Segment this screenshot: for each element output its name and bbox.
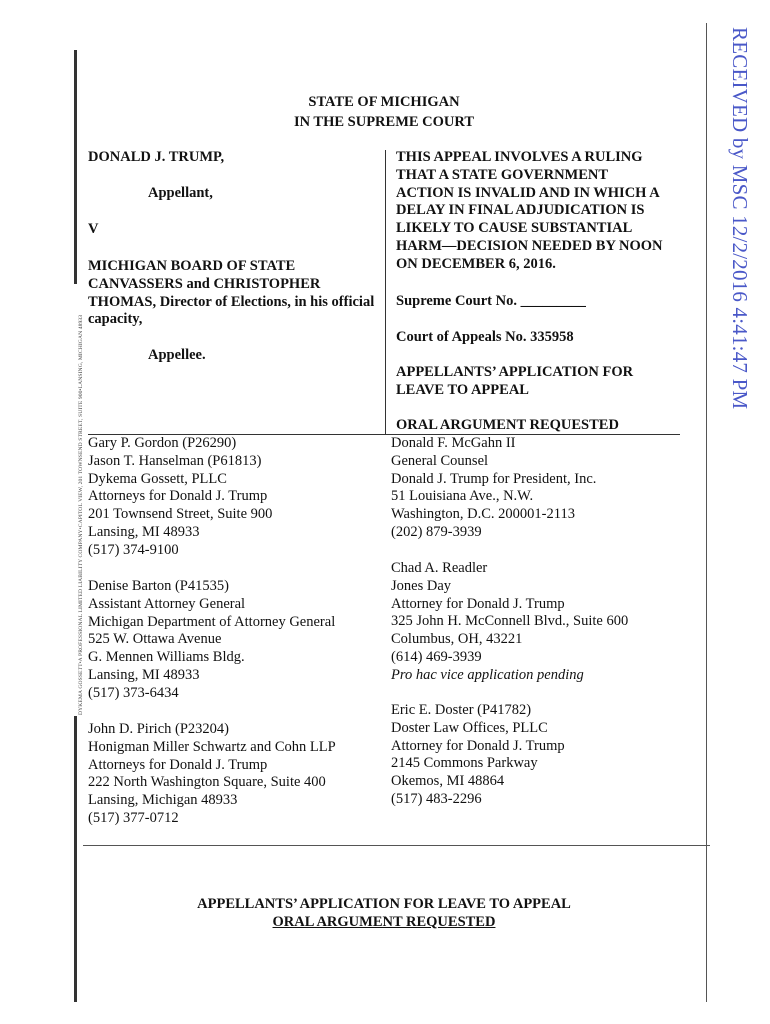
counsel-line: Eric E. Doster (P41782) [391,702,532,718]
court-of-appeals-number: Court of Appeals No. 335958 [396,329,574,345]
pro-hac-vice-note: Pro hac vice application pending [391,666,584,683]
counsel-line: G. Mennen Williams Bldg. [88,649,245,666]
counsel-line: Jason T. Hanselman (P61813) [88,452,262,469]
counsel-line: 222 North Washington Square, Suite 400 [88,774,326,791]
versus: V [88,221,99,237]
notice-line: THIS APPEAL INVOLVES A RULING [396,149,643,165]
counsel-line: 325 John H. McConnell Blvd., Suite 600 [391,613,629,630]
counsel-line: Columbus, OH, 43221 [391,631,523,648]
counsel-line: Michigan Department of Attorney General [88,613,336,630]
counsel-line: Lansing, MI 48933 [88,523,200,540]
right-margin-rule [706,23,707,1002]
counsel-line: Doster Law Offices, PLLC [391,719,548,736]
counsel-line: John D. Pirich (P23204) [88,721,229,737]
counsel-line: Donald F. McGahn II [391,435,516,451]
counsel-line: Dykema Gossett, PLLC [88,470,227,487]
counsel-line: (202) 879-3939 [391,523,482,540]
counsel-line: Okemos, MI 48864 [391,773,505,790]
counsel-line: 2145 Commons Parkway [391,755,538,772]
appellee-line: CANVASSERS and CHRISTOPHER [88,275,321,292]
appellee-label: Appellee. [148,347,206,363]
notice-line: ACTION IS INVALID AND IN WHICH A [396,184,660,201]
notice-line: THAT A STATE GOVERNMENT [396,166,609,183]
notice-line: LIKELY TO CAUSE SUBSTANTIAL [396,220,633,237]
counsel-line: (614) 469-3939 [391,648,482,665]
appellee-line: MICHIGAN BOARD OF STATE [88,258,296,274]
counsel-line: Honigman Miller Schwartz and Cohn LLP [88,738,336,755]
counsel-block-doster [391,702,565,809]
counsel-line: Attorneys for Donald J. Trump [88,488,268,505]
notice-line: DELAY IN FINAL ADJUDICATION IS [396,202,645,219]
document-title [134,896,634,932]
counsel-line: Jones Day [391,577,452,594]
counsel-line: 525 W. Ottawa Avenue [88,631,222,648]
counsel-line: 201 Townsend Street, Suite 900 [88,506,273,523]
counsel-block-gordon [88,435,272,560]
document-subtitle [134,914,634,932]
oral-argument-underlined: ORAL ARGUMENT REQUESTED [272,913,496,930]
left-margin-bar-top [74,50,77,284]
appellee-line: THOMAS, Director of Elections, in his official [88,293,375,310]
counsel-line: General Counsel [391,452,489,469]
counsel-line: Chad A. Readler [391,560,488,576]
state-title: STATE OF MICHIGAN [308,94,460,110]
counsel-line: 51 Louisiana Ave., N.W. [391,488,534,505]
counsel-line: Denise Barton (P41535) [88,578,229,594]
counsel-line: (517) 373-6434 [88,684,179,701]
caption-divider [385,150,386,435]
counsel-line: Assistant Attorney General [88,595,246,612]
application-line: LEAVE TO APPEAL [396,381,529,398]
counsel-line: Attorneys for Donald J. Trump [88,756,268,773]
counsel-line: Lansing, Michigan 48933 [88,792,238,809]
counsel-line: (517) 483-2296 [391,790,482,807]
document-title-line: APPELLANTS’ APPLICATION FOR LEAVE TO APPEAL [197,896,571,912]
appellant-name: DONALD J. TRUMP, [88,149,225,165]
appellant-label: Appellant, [148,185,213,201]
left-margin-bar-bottom [74,716,77,1002]
court-header [234,92,534,132]
counsel-line: (517) 374-9100 [88,541,179,558]
counsel-block-barton [88,578,335,703]
application-line: APPELLANTS’ APPLICATION FOR [396,364,634,380]
notice-line: ON DECEMBER 6, 2016. [396,255,556,272]
counsel-line: Attorney for Donald J. Trump [391,595,565,612]
counsel-bottom-rule [83,845,710,846]
counsel-line: Washington, D.C. 200001-2113 [391,506,575,523]
appellee-name [88,258,374,329]
firm-sidebar-text: DYKEMA GOSSETT•A PROFESSIONAL LIMITED LIABILITY COMPANY•CAPITOL VIEW, 201 TOWNSEND STREET, SUITE 900•LANSING, MICHIGAN 48933 [78,314,84,715]
counsel-line: Attorney for Donald J. Trump [391,737,565,754]
counsel-block-pirich [88,721,336,828]
court-title: IN THE SUPREME COURT [293,114,475,130]
application-title [396,364,633,400]
oral-argument-requested: ORAL ARGUMENT REQUESTED [396,417,619,433]
notice-line: HARM—DECISION NEEDED BY NOON [396,237,663,254]
supreme-court-number: Supreme Court No. _________ [396,293,586,309]
received-stamp: RECEIVED by MSC 12/2/2016 4:41:47 PM [728,27,752,410]
counsel-line: (517) 377-0712 [88,809,179,826]
counsel-line: Donald J. Trump for President, Inc. [391,470,597,487]
counsel-line: Gary P. Gordon (P26290) [88,435,237,451]
appellee-line: capacity, [88,311,143,328]
counsel-line: Lansing, MI 48933 [88,666,200,683]
expedite-notice [396,149,663,274]
counsel-block-mcgahn [391,435,596,542]
counsel-block-readler [391,560,628,685]
